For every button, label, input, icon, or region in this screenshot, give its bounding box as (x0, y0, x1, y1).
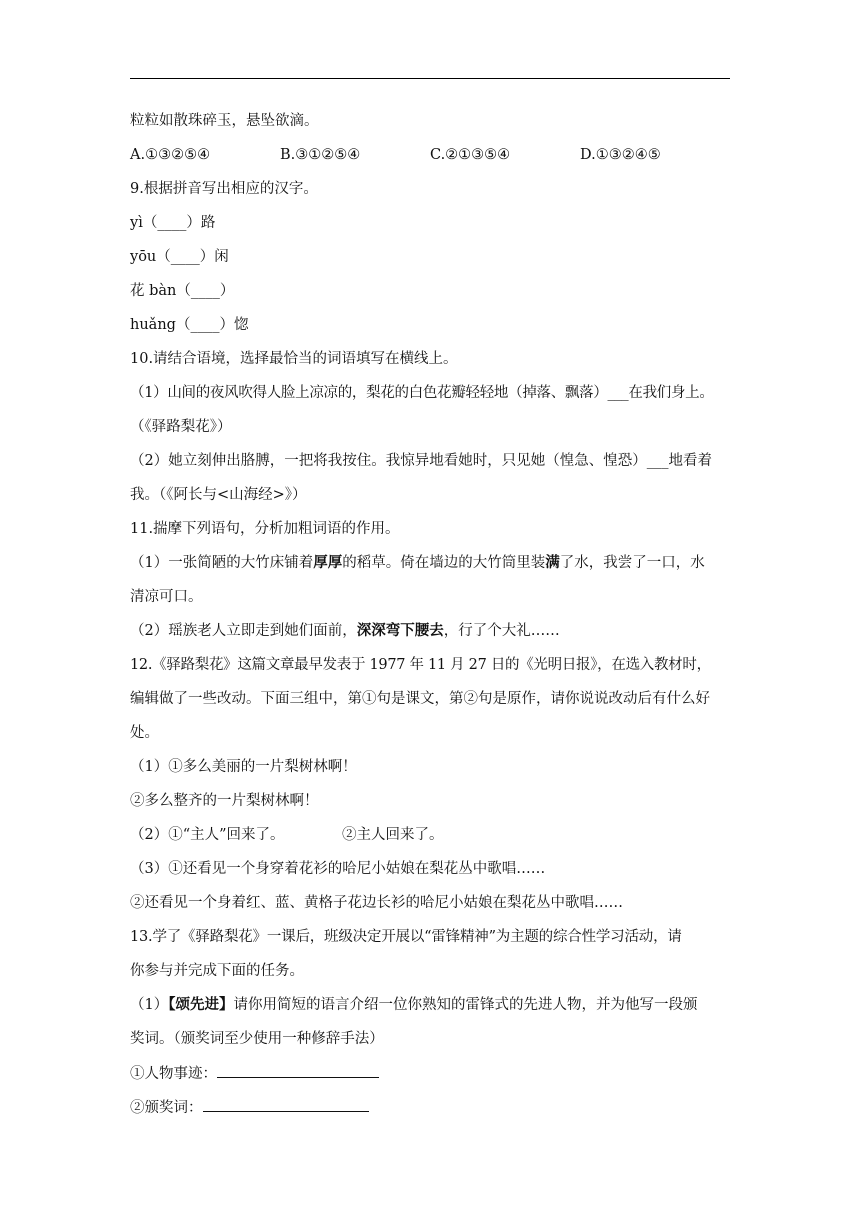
question-12-group-1a: （1）①多么美丽的一片梨树林啊！ (130, 759, 357, 775)
question-13-task-1-cont: 奖词。（颁奖词至少使用一种修辞手法） (130, 1031, 384, 1047)
pinyin-item: yì（____）路 (130, 215, 216, 231)
option-a: A.①③②⑤④ (130, 147, 211, 163)
question-10-part1: （1）山间的夜风吹得人脸上凉凉的，梨花的白色花瓣轻轻地（掉落、飘落）___在我们身上。 (130, 385, 714, 401)
question-12-group-2a: （2）①“主人”回来了。 (130, 827, 285, 843)
option-b: B.③①②⑤④ (280, 147, 361, 163)
question-12-group-3a: （3）①还看见一个身穿着花衫的哈尼小姑娘在梨花丛中歌唱…… (130, 861, 546, 877)
question-10-part2-source: 我。（《阿长与<山海经>》） (130, 487, 307, 503)
pinyin-item: yōu（____）闲 (130, 249, 229, 265)
answer-blank[interactable] (217, 1063, 379, 1078)
bold-phrase: 满 (545, 554, 560, 571)
question-10-stem: 10.请结合语境，选择最恰当的词语填写在横线上。 (130, 351, 458, 367)
answer-field-deeds: ①人物事迹： (130, 1063, 379, 1084)
question-13-stem-cont: 你参与并完成下面的任务。 (130, 963, 304, 979)
text-line: 粒粒如散珠碎玉，悬坠欲滴。 (130, 113, 319, 129)
question-10-part2: （2）她立刻伸出胳膊，一把将我按住。我惊异地看她时，只见她（惶急、惶恐）___地看着 (130, 453, 712, 469)
question-12-group-2b: ②主人回来了。 (342, 827, 444, 843)
option-d: D.①③②④⑤ (580, 147, 661, 163)
question-11-sentence-2: （2）瑶族老人立即走到她们面前，深深弯下腰去，行了个大礼…… (130, 622, 560, 639)
answer-field-award: ②颁奖词： (130, 1097, 369, 1118)
header-rule (130, 78, 730, 79)
question-13-task-1: （1）【颂先进】请你用简短的语言介绍一位你熟知的雷锋式的先进人物，并为他写一段颁 (130, 996, 698, 1013)
question-12-group-1b: ②多么整齐的一片梨树林啊！ (130, 793, 319, 809)
bold-phrase: 深深弯下腰去 (356, 622, 444, 639)
question-11-sentence-1-cont: 清凉可口。 (130, 589, 203, 605)
pinyin-item: 花 bàn（____） (130, 283, 235, 299)
option-c: C.②①③⑤④ (430, 147, 511, 163)
bold-phrase: 厚厚 (313, 554, 343, 571)
question-12-stem-cont: 编辑做了一些改动。下面三组中，第①句是课文，第②句是原作，请你说说改动后有什么好 (130, 691, 710, 707)
question-12-group-3b: ②还看见一个身着红、蓝、黄格子花边长衫的哈尼小姑娘在梨花丛中歌唱…… (130, 895, 623, 911)
question-12-stem: 12.《驿路梨花》这篇文章最早发表于 1977 年 11 月 27 日的《光明日报》，在选入教材时， (130, 657, 711, 673)
answer-blank[interactable] (203, 1097, 369, 1112)
question-12-stem-cont: 处。 (130, 725, 159, 741)
question-13-stem: 13.学了《驿路梨花》一课后，班级决定开展以“雷锋精神”为主题的综合性学习活动，请 (130, 929, 682, 945)
question-11-sentence-1: （1）一张简陋的大竹床铺着厚厚的稻草。倚在墙边的大竹筒里装满了水，我尝了一口，水 (130, 554, 705, 571)
question-10-part1-source: （《驿路梨花》） (130, 419, 232, 435)
question-11-stem: 11.揣摩下列语句，分析加粗词语的作用。 (130, 521, 400, 537)
question-9-stem: 9.根据拼音写出相应的汉字。 (130, 181, 318, 197)
pinyin-item: huǎng（____）惚 (130, 317, 249, 333)
bold-tag: 【颂先进】 (168, 996, 234, 1013)
